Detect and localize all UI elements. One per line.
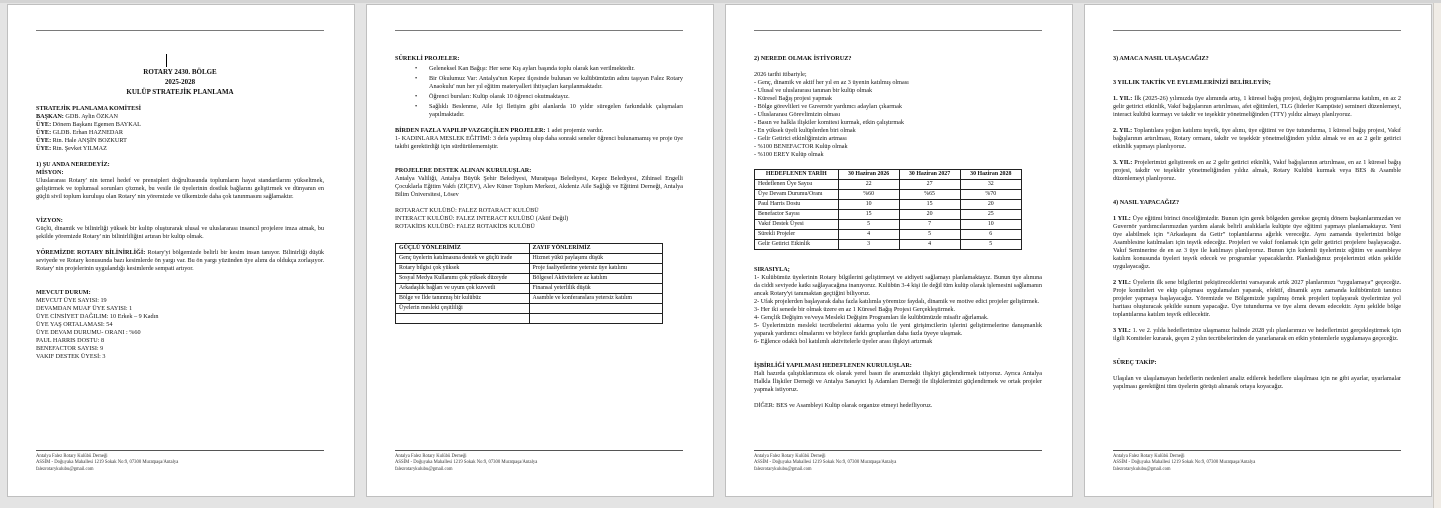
section-heading: [36, 289, 324, 297]
paragraph: YÖREMİZDE ROTARY BİLİNİRLİĞİ: Rotary'yi bölgemizde belirli bir kesim insan tanıyor. Bilinirliği düşük seviyede ve Rotary konusunda bazı kesimlerde ön yargı var. Bu ön yargı yüzünden üye alımı da oldukça zorlaşıyor. Rotary' nin projelerinin uygulandığı kesimlerde sempati artıyor.: [36, 249, 325, 272]
section-heading: [36, 161, 324, 177]
table-row: [755, 200, 1022, 210]
table-cell: [529, 304, 663, 314]
committee-member: ÜYE: Rtn. Hale ANŞİN BOZKURT: [36, 137, 127, 144]
heading-line: 3) AMACA NASIL ULAŞACAĞIZ?: [1113, 55, 1209, 62]
table-row: [755, 230, 1022, 240]
table-cell: Arkadaşlık bağları ve uyum çok kuvvetli: [396, 284, 530, 294]
doc-title-line: 2025-2028: [164, 78, 196, 86]
doc-line: ÜYE CİNSİYET DAĞILIM: 10 Erkek – 9 Kadın: [36, 313, 159, 320]
heading-line: MİSYON:: [36, 169, 64, 176]
doc-line: ROTAKİDS KULÜBÜ: FALEZ ROTAKİDS KULÜBÜ: [395, 223, 535, 230]
table-cell: Üyelerin mesleki çeşitliliği: [396, 304, 530, 314]
paragraph-lead: 3 YIL:: [1113, 327, 1131, 334]
table-cell: %60: [838, 190, 899, 200]
footer-address: ASSİM - Doğuyaka Mahallesi 1219 Sokak No:9, 07300 Muratpaşa/Antalya: [754, 460, 897, 466]
section-heading: [36, 105, 324, 113]
table-cell: Bölge ve İlde tanınmış bir kulübüz: [396, 294, 530, 304]
committee-member: ÜYE: Dönem Başkanı Egemen BAYKAL: [36, 121, 141, 128]
doc-line: - Küresel Bağış projesi yapmak: [754, 95, 833, 102]
table-cell: Finansal yeterlilik düşük: [529, 284, 663, 294]
paragraph: Antalya Valiliği, Antalya Büyük Şehir Belediyesi, Muratpaşa Belediyesi, Kepez Belediyesi, Zihinsel Engelli Çocuklarla Eğitim Vakfı (ZİÇEV), Alev Küner Toplum Merkezi, Akdeniz Aile Sağlığı ve Eğitimi Derneği, Antalya Bilim Üniversitesi, Lösev: [395, 175, 683, 198]
committee-member: ÜYE: Rtn. Şevket YILMAZ: [36, 145, 107, 152]
paragraph: Ulaşılan ve ulaşılamayan hedeflerin nedenleri analiz edilerek hedeflere ulaşılması için ne gibi ayarlar, uyarlamalar yapılması gerektiğini tüm üyelerin görüşü alınarak ortaya koyacağız.: [1113, 375, 1401, 390]
paragraph: BİRDEN FAZLA YAPILIP VAZGEÇİLEN PROJELER: 1 adet projemiz vardır.: [395, 127, 604, 134]
table-header-row: [396, 244, 663, 254]
paragraph-lead: 2 YIL:: [1113, 279, 1131, 286]
page-4[interactable]: [1084, 4, 1432, 497]
heading-line: 2) NEREDE OLMAK İSTİYORUZ?: [754, 55, 852, 62]
footer-org-name: Antalya Falez Rotary Kulübü Derneği: [754, 453, 826, 459]
heading-line: 4) NASIL YAPACAĞIZ?: [1113, 199, 1180, 206]
footer-email: falezrotarykulubu@gmail.com: [395, 467, 453, 473]
table-cell: 27: [899, 180, 960, 190]
paragraph: 3 YIL: 1. ve 2. yılda hedeflerimize ulaşmamız halinde 2028 yılı planlarımızı ve hedeflerimizi gerçekleştirmek için ilgili Komiteler kurarak, geçen 2 yılın tecrübelerinden de yararlanarak en etkin yöntemlerle uygulamaya geçeceğiz.: [1113, 327, 1401, 342]
page-content: [36, 55, 324, 361]
footer-email: falezrotarykulubu@gmail.com: [36, 467, 94, 473]
page-footer: [36, 450, 324, 474]
paragraph: 1 YIL: Üye eğitimi birinci önceliğimizdir. Bunun için gerek bölgeden gerekse geçmiş dönem başkanlarımızdan ve Guvernör yardımcılarımızdan yardım alarak belirli aralıklarla kulüpte üye eğitimi yapmayı planlamaktayız. Yeni üye alabilmek için “Arkadaşını da Getir” toplantılarına ağırlık vereceğiz. Aynı zamanda üyelerimizi bölge Asamblesine katılmaları için teşvik edeceğiz. Projeleri ve vakıf fonlamak için gelir getirici projelere başlayacağız. Vakıf Seminerine de en az 3 üye ile katılmayı planlıyoruz. Bunun için kıdemli üyelerimiz eğitim ve asambleye katılım konusunda üyeleri teşvik edecek ve programlar yapacaklardır. Planladığımız projelerimizi etkin şekilde uygulayacağız.: [1113, 215, 1401, 270]
doc-line: 2026 tarihi itibariyle;: [754, 71, 807, 78]
table-row: [755, 210, 1022, 220]
bullet-list: [395, 65, 683, 119]
footer-rule: [1113, 450, 1401, 451]
table-cell: Hedeflenen Üye Sayısı: [755, 180, 839, 190]
section-heading: [754, 266, 1042, 274]
table-cell: Bölgesel Aktivitelere az katılım: [529, 274, 663, 284]
heading-line: 1) ŞU ANDA NEREDEYİZ:: [36, 161, 110, 168]
doc-line: BENEFACTOR SAYISI: 9: [36, 345, 104, 352]
swot-table: [395, 243, 663, 324]
paragraph: 1- Kulübümüz üyelerinin Rotary bilgilerini geliştirmeyi ve aidiyeti sağlamayı planlamaktayız. Bunun üye alımına da ciddi seviyede katkı sağlayacağına inanıyoruz. Kulübün 3-4 kişi ile değil tüm kulüp olarak işlemesini sağlamanın ancak Rotary'yi tanımaktan geçtiğini biliyoruz.: [754, 274, 1042, 297]
doc-line: - Uluslararası Görevlimizin olması: [754, 111, 841, 118]
committee-member: ÜYE: GLDB. Erhan HAZNEDAR: [36, 129, 123, 136]
page-footer: [395, 450, 683, 474]
table-row: [396, 304, 663, 314]
table-cell: [396, 314, 530, 324]
table-header-cell: ZAYIF YÖNLERİMİZ: [529, 244, 663, 254]
table-header-cell: HEDEFLENEN TARİH: [755, 170, 839, 180]
section-heading: [1113, 359, 1401, 367]
committee-member: BAŞKAN: GDB. Aylin ÖZKAN: [36, 113, 118, 120]
doc-line: MEVCUT ÜYE SAYISI: 19: [36, 297, 107, 304]
table-header-cell: 30 Haziran 2028: [960, 170, 1021, 180]
table-row: [396, 314, 663, 324]
pages-row: [0, 3, 1441, 497]
text-lines: [754, 71, 1042, 159]
table-cell: 4: [899, 240, 960, 250]
page-header-rule: [395, 30, 683, 31]
table-row: [396, 274, 663, 284]
page-footer: [1113, 450, 1401, 474]
table-cell: 20: [899, 210, 960, 220]
section-heading: [36, 217, 324, 225]
table-cell: [529, 314, 663, 324]
paragraph: 3- Her iki senede bir olmak üzere en az 1 Küresel Bağış Projesi Gerçekleştirmek.: [754, 306, 956, 313]
text-lines: [395, 207, 683, 231]
doc-line: - %100 BENEFACTOR Kulüp olmak: [754, 143, 848, 150]
doc-line: - Genç, dinamik ve aktif her yıl en az 3 üyenin katılmış olması: [754, 79, 909, 86]
doc-line: - %100 EREY Kulüp olmak: [754, 151, 824, 158]
paragraph: 5- Üyelerimizin mesleki tecrübelerini aktarma yolu ile yeni girişimcilerin işlerini geliştirmelerine danışmanlık yaparak yardımcı olmalarını ve böylece farklı gruplardan daha fazla üyeye ulaşmak.: [754, 322, 1042, 337]
bullet-item: • Sağlıklı Beslenme, Aile İçi İletişim gibi alanlarda 10 yıldır süregelen farkındalık çalışmaları yapılmaktadır.: [395, 103, 683, 119]
page-content: [754, 55, 1042, 410]
table-row: [755, 220, 1022, 230]
doc-line: ÜYE DEVAM DURUMU- ORANI : %60: [36, 329, 141, 336]
role-label: ÜYE:: [36, 145, 52, 152]
paragraph-lead: 1. YIL:: [1113, 95, 1133, 102]
table-cell: 10: [960, 220, 1021, 230]
table-cell: 15: [899, 200, 960, 210]
footer-org-name: Antalya Falez Rotary Kulübü Derneği: [1113, 453, 1185, 459]
doc-line: ÜYE YAŞ ORTALAMASI: 54: [36, 321, 113, 328]
heading-line: SÜREÇ TAKİP:: [1113, 359, 1157, 366]
table-header-cell: 30 Haziran 2027: [899, 170, 960, 180]
doc-line: - En yüksek üyeli kulüplerden biri olmak: [754, 127, 856, 134]
doc-line: - Bölge görevlileri ve Guvernör yardımcı adayları çıkarmak: [754, 103, 902, 110]
footer-rule: [36, 450, 324, 451]
table-cell: Gelir Getirici Etkinlik: [755, 240, 839, 250]
table-cell: %65: [899, 190, 960, 200]
table-cell: 32: [960, 180, 1021, 190]
table-cell: 15: [838, 210, 899, 220]
table-cell: Paul Harris Dostu: [755, 200, 839, 210]
table-cell: Üye Devam Durumu/Oranı: [755, 190, 839, 200]
page-3[interactable]: [725, 4, 1073, 497]
paragraph-lead: 1 YIL:: [1113, 215, 1131, 222]
footer-email: falezrotarykulubu@gmail.com: [1113, 467, 1171, 473]
doc-line: ROTARACT KULÜBÜ: FALEZ ROTARACT KULÜBÜ: [395, 207, 539, 214]
table-row: [396, 264, 663, 274]
doc-line: - Gelir Getirici etkinliğimizin artması: [754, 135, 847, 142]
footer-rule: [754, 450, 1042, 451]
paragraph-lead: BİRDEN FAZLA YAPILIP VAZGEÇİLEN PROJELER:: [395, 127, 546, 134]
paragraph: 2. YIL: Toplantılara yoğun katılımı teşvik, üye alımı, üye eğitimi ve üye tutundurma, 1 küresel bağış projesi, Vakıf bağışlarının artırılması, Rotary ormanı, takdir ve teşekkür yönetmeliğinden yıldız almak ve en az 2 gelir getirici etkinlik yapmayı planlıyoruz.: [1113, 127, 1401, 150]
table-header-cell: GÜÇLÜ YÖNLERİMİZ: [396, 244, 530, 254]
scrollbar-track[interactable]: [1433, 3, 1441, 508]
role-label: ÜYE:: [36, 129, 52, 136]
doc-line: PAUL HARRIS DOSTU: 8: [36, 337, 105, 344]
table-cell: 5: [960, 240, 1021, 250]
paragraph: 3. YIL: Projelerimizi geliştirerek en az 2 gelir getirici etkinlik, Vakıf bağışlarının artırılması, en az 1 küresel bağış projesi, takdir ve teşekkür yönetmeliğinden yıldız almak, Rotary Kulübü kurmak veya BES & Asamble düzenlemeyi planlıyoruz.: [1113, 159, 1401, 182]
doc-title-line: ROTARY 2430. BÖLGE: [143, 68, 217, 76]
paragraph: 2 YIL: Üyelerin ilk sene bilgilerini pekiştireceklerini varsayarak artık 2027 planlarımızı “uygulamaya” geçeceğiz. Proje komiteleri ve ekip çalışması uygulamaları yaparak, efektif, dinamik aynı zamanda kulübümüzü tanıtıcı projeler yapmaya başlayacağız. Yöremizde ve Bölgemizde yapılmış örnek projeleri toplayarak üyelerimize yol haritası oluşturacak şekilde sunum yapacağız. Üye tutundurma ve üye alımı devam edecektir. Aynı şekilde bölge toplantılarına katılım teşvik edilecektir.: [1113, 279, 1401, 318]
page-content: [395, 55, 683, 324]
footer-email: falezrotarykulubu@gmail.com: [754, 467, 812, 473]
heading-line: VİZYON:: [36, 217, 63, 224]
doc-line: - Ulusal ve uluslararası tanınan bir kulüp olmak: [754, 87, 873, 94]
paragraph: 4- Gençlik Değişim ve/veya Mesleki Değişim Programları ile kulübümüzde misafir ağırlamak.: [754, 314, 989, 321]
table-cell: 22: [838, 180, 899, 190]
section-heading: [395, 55, 683, 63]
section-heading: [395, 167, 683, 175]
committee-list: [36, 113, 324, 153]
table-cell: 7: [899, 220, 960, 230]
paragraph: Hali hazırda çalıştıklarımıza ek olarak yerel basın ile aramızdaki ilişkiyi güçlendirmek istiyoruz. Ayrıca Antalya Halkla İlişkiler Derneği ve Antalya Sanayici İş Adamları Derneği ile ilişkilerimizi güçlendirmek ve ortak projeler yapmak istiyoruz.: [754, 370, 1042, 393]
table-cell: Rotary bilgisi çok yüksek: [396, 264, 530, 274]
table-cell: 25: [960, 210, 1021, 220]
table-cell: 5: [899, 230, 960, 240]
table-row: [755, 180, 1022, 190]
footer-org-name: Antalya Falez Rotary Kulübü Derneği: [395, 453, 467, 459]
heading-line: SIRASIYLA;: [754, 266, 790, 273]
paragraph-lead: YÖREMİZDE ROTARY BİLİNİRLİĞİ:: [36, 249, 146, 256]
table-cell: Genç üyelerin katılmasına destek ve güçlü irade: [396, 254, 530, 264]
table-row: [396, 254, 663, 264]
doc-line: DEVAMDAN MUAF ÜYE SAYISI: 1: [36, 305, 133, 312]
table-cell: Vakıf Destek Üyesi: [755, 220, 839, 230]
paragraph-lead: 3. YIL:: [1113, 159, 1133, 166]
table-header-row: [755, 170, 1022, 180]
heading-line: MEVCUT DURUM:: [36, 289, 91, 296]
page-content: [1113, 55, 1401, 391]
doc-title: [36, 67, 324, 97]
footer-address: ASSİM - Doğuyaka Mahallesi 1219 Sokak No:9, 07300 Muratpaşa/Antalya: [395, 460, 538, 466]
paragraph: 6- Eğlence odaklı bol katılımlı aktivitelerle üyeler arası ilişkiyi artırmak: [754, 338, 933, 345]
table-row: [396, 294, 663, 304]
paragraph: 1. YIL: İlk (2025-26) yılımızda üye alımında artış, 1 küresel bağış projesi, değişim programlarına katılım, en az 2 gelir getirici etkinlik, Vakıf bağışlarının artırılması, afet eğitimleri, TLG (liderler Kampüste) semineri düzenlemeyi, interact kulübü kurmayı ve takdir ve teşekkür yönetmeliğinden (TTY) yıldız almayı planlıyoruz.: [1113, 95, 1401, 118]
page-1[interactable]: [7, 4, 355, 497]
doc-line: - Basın ve halkla ilişkiler komitesi kurmak, etkin çalıştırmak: [754, 119, 905, 126]
table-cell: 4: [838, 230, 899, 240]
section-heading: [1113, 55, 1401, 63]
doc-line: VAKIF DESTEK ÜYESİ: 3: [36, 353, 106, 360]
role-label: ÜYE:: [36, 121, 52, 128]
table-header-cell: 30 Haziran 2026: [838, 170, 899, 180]
role-label: ÜYE:: [36, 137, 52, 144]
section-heading: [1113, 79, 1401, 87]
table-cell: Hizmet yükü paylaşımı düşük: [529, 254, 663, 264]
table-row: [755, 190, 1022, 200]
section-heading: [754, 362, 1042, 370]
table-row: [755, 240, 1022, 250]
table-cell: Proje faaliyetlerine yetersiz üye katılımı: [529, 264, 663, 274]
footer-address: ASSİM - Doğuyaka Mahallesi 1219 Sokak No:9, 07300 Muratpaşa/Antalya: [1113, 460, 1256, 466]
heading-line: SÜREKLİ PROJELER:: [395, 55, 460, 62]
table-cell: 10: [838, 200, 899, 210]
table-cell: 3: [838, 240, 899, 250]
section-heading: [1113, 199, 1401, 207]
paragraph-lead: 2. YIL:: [1113, 127, 1133, 134]
goals-table: [754, 169, 1022, 250]
bullet-item: • Bir Okulumuz Var: Antalya'nın Kepez ilçesinde bulunan ve kulübümüzün adını taşıyan Falez Rotary Anaokulu' nun her yıl eğitim materyalleri ihtiyaçları karşılanmaktadır.: [395, 75, 683, 91]
table-cell: %70: [960, 190, 1021, 200]
heading-line: 3 YILLIK TAKTİK VE EYLEMLERİNİZİ BELİRLEYİN;: [1113, 79, 1271, 86]
footer-org-name: Antalya Falez Rotary Kulübü Derneği: [36, 453, 108, 459]
cursor-line: [36, 55, 324, 67]
paragraph: Uluslararası Rotary' nin temel hedef ve prensipleri doğrultusunda toplumların hayat standartlarını yükseltmek, geliştirmek ve toplumsal sorunları çözmek, bu vesile ile üyelerinin dostluk bağlarını geliştirmek ve dünyanın en güçlü sivil toplum kuruluşu olan Rotary' nin yöremizde ve ülkemizde daha çok tanınmasını sağlamaktır.: [36, 177, 324, 200]
table-cell: 20: [960, 200, 1021, 210]
paragraph: 1- KADINLARA MESLEK EĞİTİMİ: 3 defa yapılmış olup daha sonraki seneler öğrenci bulunamamış ve proje üye takibi gerektirdiği için sürdürülememiştir.: [395, 135, 683, 150]
table-cell: Sosyal Medya Kullanımı çok yüksek düzeyde: [396, 274, 530, 284]
footer-rule: [395, 450, 683, 451]
table-cell: Asamble ve konferanslara yetersiz katılım: [529, 294, 663, 304]
paragraph: Güçlü, dinamik ve bilinirliği yüksek bir kulüp oluşturarak ulusal ve uluslararası insancıl projelere imza atmak, bu şekilde yöremizde Rotary' nin bilinirliliğini artıran bir kulüp olmak.: [36, 225, 324, 240]
table-row: [396, 284, 663, 294]
page-header-rule: [1113, 30, 1401, 31]
text-cursor: [166, 54, 167, 67]
table-cell: Benefactor Sayısı: [755, 210, 839, 220]
bullet-item: • Öğrenci bursları: Kulüp olarak 10 öğrenci okutmaktayız.: [395, 93, 683, 101]
footer-address: ASSİM - Doğuyaka Mahallesi 1219 Sokak No:9, 07300 Muratpaşa/Antalya: [36, 460, 179, 466]
heading-line: PROJELERE DESTEK ALINAN KURULUŞLAR:: [395, 167, 532, 174]
table-cell: 5: [838, 220, 899, 230]
heading-line: İŞBİRLİĞİ YAPILMASI HEDEFLENEN KURULUŞLAR:: [754, 362, 912, 369]
page-2[interactable]: [366, 4, 714, 497]
page-header-rule: [754, 30, 1042, 31]
section-heading: [754, 55, 1042, 63]
paragraph: 2- Ufak projelerden başlayarak daha fazla katılımla yöremize faydalı, dinamik ve motive edici projeler geliştirmek.: [754, 298, 1040, 305]
paragraph: DİĞER: BES ve Asambleyi Kulüp olarak organize etmeyi hedefliyoruz.: [754, 402, 933, 409]
page-footer: [754, 450, 1042, 474]
role-label: BAŞKAN:: [36, 113, 64, 120]
bullet-item: • Geleneksel Kan Bağışı: Her sene Kış ayları başında toplu olarak kan verilmektedir.: [395, 65, 683, 73]
heading-line: STRATEJİK PLANLAMA KOMİTESİ: [36, 105, 142, 112]
doc-title-line: KULÜP STRATEJİK PLANLAMA: [126, 88, 234, 96]
page-header-rule: [36, 30, 324, 31]
text-lines: [36, 297, 324, 361]
table-cell: Sürekli Projeler: [755, 230, 839, 240]
table-cell: 6: [960, 230, 1021, 240]
doc-line: INTERACT KULÜBÜ: FALEZ INTERACT KULÜBÜ (Aktif Değil): [395, 215, 569, 222]
